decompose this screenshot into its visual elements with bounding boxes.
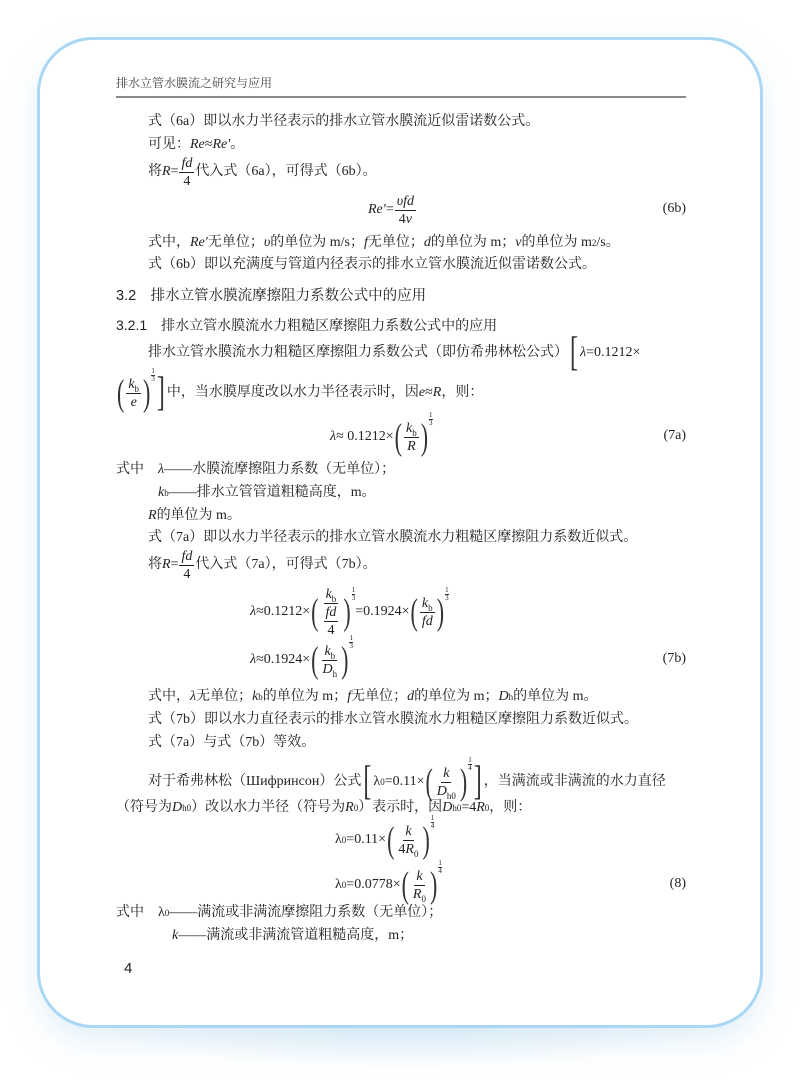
math-symbol: λ [330,429,337,444]
text-line: 对于希弗林松（Шифринсон）公式 [ λ 0 =0.11× ( $\frac{k}{D_{h0}}$ ) $\frac{1}{4}$ ] ，当满流或非满流的水力直径 [148,771,666,793]
parenthesized-group [401,869,439,902]
denominator [321,604,342,638]
parenthesized-group [386,824,431,857]
text-run: 式中， [148,689,190,704]
text-run: ——水膜流摩擦阻力系数（无单位）； [164,462,396,477]
parenthesized-group [394,421,429,454]
text-run: 的单位为 m。 [513,689,598,704]
exponent-denominator: 4 [438,867,442,875]
numerator [404,421,419,438]
math-symbol: k [405,823,412,839]
exponent-denominator: 4 [468,764,472,772]
text-line [148,330,641,376]
text-run: =0.11× [384,774,425,789]
fraction [179,549,194,582]
text-line [116,459,395,481]
subscript: b [134,383,140,394]
equation-number: (7b) [662,651,686,666]
math-symbol: k [406,420,413,436]
text-run: ≈ 0.1212× [336,429,394,444]
display-formula [250,586,449,638]
text-run: （符号为 [116,800,172,815]
math-symbol: fd [181,155,193,171]
equation-number: (7a) [663,428,686,443]
exponent-numerator: 1 [438,859,442,867]
text-line [148,548,377,582]
exponent [468,757,472,772]
text-run: 可见： [148,137,190,152]
exponent [352,587,356,602]
text-run: 式中 λ [116,905,165,920]
text-run: = [385,202,394,217]
fraction [321,587,342,638]
math-symbol: D [442,800,453,815]
denominator [396,841,420,857]
fraction [179,156,194,189]
exponent-numerator: 1 [468,756,472,764]
numerator [441,766,451,783]
text-run: ，则： [441,385,484,400]
text-line [148,155,377,189]
text-run: /s。 [596,235,620,250]
subscript: h0 [446,790,456,801]
text-run: ≈0.1212× [256,604,311,619]
parenthesized-group [424,766,468,799]
numerator [126,377,141,394]
exponent [438,860,442,875]
math-symbol: d [423,235,431,250]
text-run: 式中， [148,235,190,250]
text-run: 的单位为 m； [414,689,499,704]
math-symbol: k [128,376,135,392]
text-run: =4 [461,800,477,815]
math-symbol: R [162,557,171,572]
fraction [404,421,419,454]
numerator [395,194,416,211]
text-line: 式中 λ 0 ——满流或非满流摩擦阻力系数（无单位）； [116,905,443,920]
text-run: = [170,164,179,179]
math-symbol: e [418,385,426,400]
text-run: =0.0778× [346,877,401,892]
text-line [116,367,484,416]
parenthesized-group [310,587,352,638]
math-symbol: λ [250,652,257,667]
text-line [148,732,315,754]
exponent [151,368,155,383]
math-symbol: k [421,595,429,611]
text-run: ——排水立管管道粗糙高度，m。 [168,485,376,500]
text-line [172,925,413,947]
numerator [403,824,413,841]
fraction [411,869,428,902]
math-symbol: λ [190,689,197,704]
text-line [148,505,241,527]
math-symbol: R [162,164,171,179]
text-run: 的单位为 m/s； [270,235,364,250]
exponent-numerator: 1 [151,367,155,375]
equation-number: (6b) [662,201,686,216]
math-symbol: D [436,783,447,799]
text-line: k b ——排水立管管道粗糙高度，m。 [158,485,376,500]
display-formula [250,634,353,679]
text-run: =0.1924× [355,604,410,619]
math-symbol: k [158,485,165,500]
text-run: 代入式（7a），可得式（7b）。 [195,557,377,572]
text-run: 3.2 排水立管水膜流摩擦阻力系数公式中的应用 [116,288,427,304]
text-run: 的单位为 m。 [156,508,241,523]
math-symbol: fd [421,613,433,629]
page-number: 4 [124,960,133,977]
fraction [324,605,339,638]
text-run: ——满流或非满流管道粗糙高度，m； [178,928,414,943]
math-symbol: fd [181,548,193,564]
math-symbol: k [324,643,331,659]
numerator [414,869,424,886]
text-run: 4 [398,211,406,227]
subscript: b [428,602,433,613]
text-run: 的单位为 m； [430,235,516,250]
denominator [397,211,414,227]
fraction [395,194,416,227]
math-symbol: R [407,438,416,454]
exponent [431,815,435,830]
fraction [420,596,435,629]
text-run: λ [373,774,381,789]
subscript: b [412,427,417,438]
text-run: = [170,557,179,572]
text-run: 将 [148,557,162,572]
text-run: 式（6a）即以水力半径表示的排水立管水膜流近似雷诺数公式。 [148,114,540,129]
math-symbol: R [405,841,414,857]
denominator [405,438,418,454]
numerator [324,587,339,604]
text-line [148,134,244,156]
display-formula [330,411,433,454]
text-run: 式（6b）即以充满度与管道内径表示的排水立管水膜流近似雷诺数公式。 [148,257,596,272]
text-run: λ [335,877,342,892]
math-symbol: υfd [396,193,415,209]
math-symbol: Re′ [190,235,208,250]
math-symbol: R [148,508,157,523]
exponent [445,587,449,602]
text-run: =0.1212× [586,345,641,360]
text-line [148,111,539,133]
fraction [321,644,340,677]
math-symbol: k [443,765,450,781]
numerator [179,549,194,566]
math-symbol: R [345,800,354,815]
text-line [148,254,596,276]
math-symbol: f [347,689,352,704]
text-run: 的单位为 m； [262,689,348,704]
exponent-numerator: 1 [430,814,435,822]
math-symbol: ν [405,211,412,227]
math-symbol: R [412,886,422,902]
math-symbol: Re [190,137,205,152]
math-symbol: k [172,928,179,943]
math-symbol: D [172,800,183,815]
denominator [181,173,192,189]
text-run: ——满流或非满流摩擦阻力系数（无单位）； [169,905,443,920]
math-symbol: D [322,661,333,677]
subscript: 0 [413,848,419,859]
math-symbol: f [364,235,368,250]
running-header: 排水立管水膜流之研究与应用 [116,76,273,90]
text-run: 4 [327,622,335,638]
exponent-denominator: 3 [349,642,353,650]
exponent [349,635,353,650]
text-run: 式中 [116,462,158,477]
math-symbol: Re′ [368,202,386,217]
text-run: 3.2.1 排水立管水膜流水力粗糙区摩擦阻力系数公式中的应用 [116,317,498,333]
display-formula: λ 0 =0.0778× ( $\frac{k}{R_0}$ ) $\frac{1}{4}$ [335,874,442,896]
fraction [396,824,420,857]
text-run: 4 [183,173,191,189]
subscript: h [332,668,338,679]
text-run: ，则： [489,800,532,815]
text-run: ，当满流或非满流的水力直径 [483,774,666,789]
exponent-denominator: 3 [351,594,356,602]
denominator [325,622,336,638]
parenthesized-group [410,596,446,629]
math-symbol: D [498,689,509,704]
display-formula: λ 0 =0.11× ( $\frac{k}{4R_0}$ ) $\frac{1}{4}$ [335,829,434,851]
math-symbol: λ [158,462,165,477]
math-symbol: e [130,394,137,410]
subscript: 0 [421,893,426,904]
exponent-numerator: 1 [429,411,433,419]
math-symbol: ν [515,235,522,250]
text-run: ≈0.1924× [256,652,311,667]
section-subheading [116,314,497,336]
subscript: b [330,650,336,661]
numerator [324,605,339,622]
exponent-numerator: 1 [445,586,449,594]
math-symbol: R [432,385,442,400]
bracket: [ [570,330,578,376]
denominator [181,566,192,582]
fraction [126,377,141,410]
text-run: 无单位； [207,235,264,250]
denominator [129,394,139,410]
text-run: =0.11× [346,832,387,847]
exponent-denominator: 4 [430,822,435,830]
exponent-denominator: 3 [429,419,433,427]
math-symbol: Re′ [212,137,231,152]
text-run: 的单位为 m [521,235,592,250]
math-symbol: R [476,800,485,815]
numerator [420,596,435,613]
text-run: ）表示时，因 [358,800,443,815]
header-rule [116,96,686,98]
parenthesized-group [116,377,151,410]
text-run: 代入式（6a），可得式（6b）。 [195,164,377,179]
display-formula [368,193,417,227]
text-run: λ [335,832,342,847]
math-symbol: d [407,689,415,704]
equation-number: (8) [669,876,686,891]
math-symbol: k [325,586,332,602]
denominator [321,661,340,677]
bracket: ] [156,370,165,416]
text-run: 式（7a）即以水力半径表示的排水立管水膜流水力粗糙区摩擦阻力系数近似式。 [148,530,638,545]
text-line: 式中， λ 无单位； k b 的单位为 m； f 无单位； d 的单位为 m； D h 的单位为 m。 [148,689,598,704]
text-line [148,709,638,731]
subscript: b [331,593,337,604]
bracket: [ [363,759,372,805]
exponent-denominator: 3 [151,375,155,383]
fraction [435,766,458,799]
numerator [322,644,337,661]
text-line: 式中， Re′ 无单位； υ 的单位为 m/s； f 无单位； d 的单位为 m； ν 的单位为 m 2 /s。 [148,235,620,250]
math-symbol: k [252,689,259,704]
denominator [411,886,428,902]
exponent-denominator: 3 [445,594,449,602]
text-run: 式（7a）与式（7b）等效。 [148,735,316,750]
math-symbol: λ [250,604,257,619]
exponent-numerator: 1 [351,586,356,594]
denominator [420,613,435,629]
text-run: ≈ [204,137,213,152]
numerator [179,156,194,173]
text-line: （符号为 D h0 ）改以水力半径（符号为 R 0 ）表示时，因 D h0 =4 R 0 ，则： [116,800,532,815]
text-run: 4 [183,566,191,582]
text-run: 对于希弗林松（Шифринсон）公式 [148,774,362,789]
text-run: 无单位； [196,689,253,704]
exponent [429,412,433,427]
text-run: 4 [398,841,406,857]
text-run: 将 [148,164,162,179]
text-run: ）改以水力半径（符号为 [191,800,346,815]
section-heading [116,285,426,307]
text-run: 无单位； [351,689,408,704]
math-symbol: k [416,868,423,884]
text-run: 排水立管水膜流水力粗糙区摩擦阻力系数公式（即仿希弗林松公式） [148,345,568,360]
bracket: ] [473,759,482,805]
text-run: ≈ [425,385,433,400]
math-symbol: fd [325,604,337,620]
text-run: 式（7b）即以水力直径表示的排水立管水膜流水力粗糙区摩擦阻力系数近似式。 [148,712,638,727]
text-run: 中，当水膜厚度改以水力半径表示时，因 [166,385,419,400]
text-line [148,527,637,549]
math-symbol: λ [580,345,587,360]
text-run: 。 [230,137,245,152]
math-symbol: υ [263,235,271,250]
exponent-numerator: 1 [349,634,353,642]
text-run: 无单位； [367,235,424,250]
parenthesized-group [310,644,349,677]
